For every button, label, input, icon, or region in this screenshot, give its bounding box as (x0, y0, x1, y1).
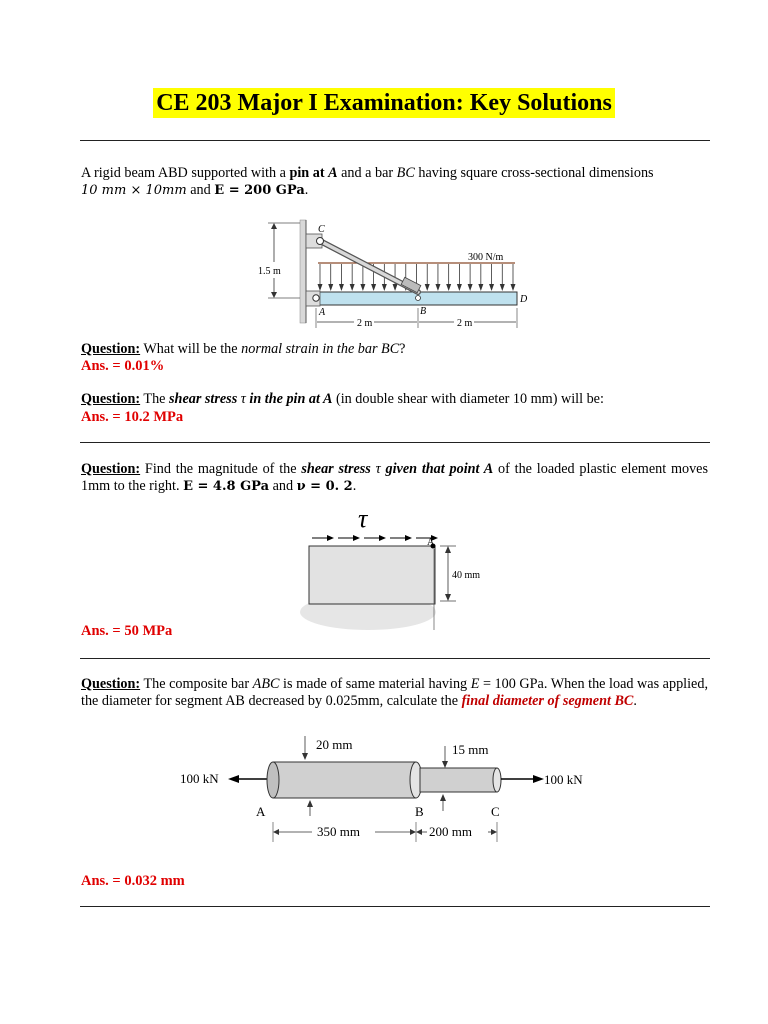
segment-bc (420, 768, 497, 792)
point-a-label: A (256, 804, 266, 819)
question-4-e: E (470, 676, 480, 692)
load-arrow-head (360, 284, 365, 291)
load-arrow-head (500, 284, 505, 291)
plastic-element-figure (300, 500, 500, 635)
beam-figure (250, 218, 540, 330)
question-1-label: Question: (81, 341, 141, 357)
divider (80, 442, 710, 443)
answer-1: Ans. = 0.01% (81, 358, 165, 374)
load-arrow-head (511, 284, 516, 291)
point-c-label: C (318, 224, 325, 235)
load-arrow-head (328, 284, 333, 291)
question-3-shear-stress: shear stress (301, 461, 376, 477)
question-2-rest: (in double shear with diameter 10 mm) will be: (332, 391, 604, 407)
title-container (0, 88, 768, 118)
intro-text: A rigid beam ABD supported with a (81, 165, 290, 181)
segment-ab (273, 762, 416, 798)
load-arrow-head (468, 284, 473, 291)
load-arrow-head (350, 284, 355, 291)
question-3 (81, 461, 708, 495)
wall-support (300, 220, 306, 323)
question-3-and: and (269, 478, 297, 494)
load-left-label: 100 kN (180, 771, 219, 786)
question-3-period: . (352, 478, 357, 494)
question-4-period: . (633, 693, 637, 709)
load-arrow-head (393, 284, 398, 291)
shear-arrow-head (379, 535, 386, 541)
question-2-label: Question: (81, 391, 141, 407)
divider (80, 906, 710, 907)
point-b-label: B (415, 804, 424, 819)
question-3-poisson-math: ν = 0. 2 (296, 479, 353, 494)
pin-b-icon (416, 296, 421, 301)
question-4-bar-name: ABC (252, 676, 280, 692)
intro-dimensions-math: 10 mm × 10mm (81, 183, 187, 198)
plastic-element (309, 546, 435, 604)
intro-bar-name: BC (396, 165, 415, 181)
question-2-pin: in the pin at A (245, 391, 333, 407)
intro-and: and (186, 182, 215, 198)
question-1-emphasis: normal strain in the bar BC (241, 341, 400, 357)
question-2-text: The (140, 391, 170, 407)
load-arrow-head (339, 284, 344, 291)
question-2-shear-stress: shear stress (169, 391, 241, 407)
question-1-text: What will be the (140, 341, 242, 357)
question-3-point: given that point A (380, 461, 494, 477)
question-3-tau: τ (375, 461, 381, 477)
shear-arrow-head (353, 535, 360, 541)
point-a-label: A (427, 537, 435, 548)
load-arrow-head (457, 284, 462, 291)
intro-text-3: having square cross-sectional dimensions (414, 165, 654, 181)
load-right-label: 100 kN (544, 772, 583, 787)
load-arrow-head (435, 284, 440, 291)
divider (80, 658, 710, 659)
answer-4: Ans. = 0.032 mm (81, 873, 185, 889)
shear-arrow-head (405, 535, 412, 541)
page-title: CE 203 Major I Examination: Key Solutions (153, 88, 615, 118)
load-arrow-head (478, 284, 483, 291)
length-bc-label: 200 mm (429, 824, 472, 839)
height-label: 40 mm (452, 570, 481, 581)
point-a-label: A (319, 307, 326, 318)
load-arrow-head (382, 284, 387, 291)
height-dimension-label: 1.5 m (258, 266, 281, 277)
question-2 (81, 391, 708, 408)
load-label: 300 N/m (468, 252, 504, 263)
question-1 (81, 341, 708, 358)
question-4-text-3: = 100 GPa. When the load was applied, the diameter for segment AB decreased by 0.025mm, calculate the (81, 676, 708, 709)
span-2-label: 2 m (457, 318, 473, 329)
load-left-arrow (228, 775, 239, 783)
intro-text-2: and a bar (337, 165, 397, 181)
divider (80, 140, 710, 141)
question-4 (81, 676, 708, 710)
question-3-label: Question: (81, 461, 141, 477)
shear-arrow-head (327, 535, 334, 541)
intro-pin-point: A (328, 165, 338, 181)
load-right-arrow (533, 775, 544, 783)
question-1-end: ? (399, 341, 406, 357)
question-2-tau: τ (240, 391, 246, 407)
intro-modulus-math: E = 200 GPa (214, 183, 305, 198)
point-c-label: C (491, 804, 500, 819)
shear-arrows (312, 535, 438, 541)
answer-2: Ans. = 10.2 MPa (81, 409, 184, 425)
question-3-rest: of the loaded plastic element moves 1mm to the right. (81, 461, 708, 494)
span-1-label: 2 m (357, 318, 373, 329)
question-3-text: Find the magnitude of the (140, 461, 302, 477)
pin-c-icon (317, 238, 324, 245)
intro-paragraph (81, 165, 708, 199)
load-arrow-head (489, 284, 494, 291)
load-arrow-head (371, 284, 376, 291)
answer-3: Ans. = 50 MPa (81, 623, 173, 639)
intro-pin-text: pin at (289, 165, 329, 181)
question-4-emphasis: final diameter of segment BC (461, 693, 634, 709)
load-arrow-head (446, 284, 451, 291)
diameter-ab-label: 20 mm (316, 737, 353, 752)
intro-period: . (304, 182, 309, 198)
load-arrow-head (318, 284, 323, 291)
point-b-label: B (420, 306, 427, 317)
length-ab-label: 350 mm (317, 824, 360, 839)
composite-bar-figure (175, 732, 595, 847)
pin-a-icon (313, 295, 319, 301)
tau-symbol: τ (358, 504, 368, 533)
question-4-text-2: is made of same material having (279, 676, 471, 692)
question-4-label: Question: (81, 676, 141, 692)
point-d-label: D (520, 294, 528, 305)
rigid-beam (312, 292, 517, 305)
question-3-modulus-math: E = 4.8 GPa (183, 479, 270, 494)
question-4-text: The composite bar (140, 676, 253, 692)
load-arrow-head (425, 284, 430, 291)
diameter-bc-label: 15 mm (452, 742, 489, 757)
